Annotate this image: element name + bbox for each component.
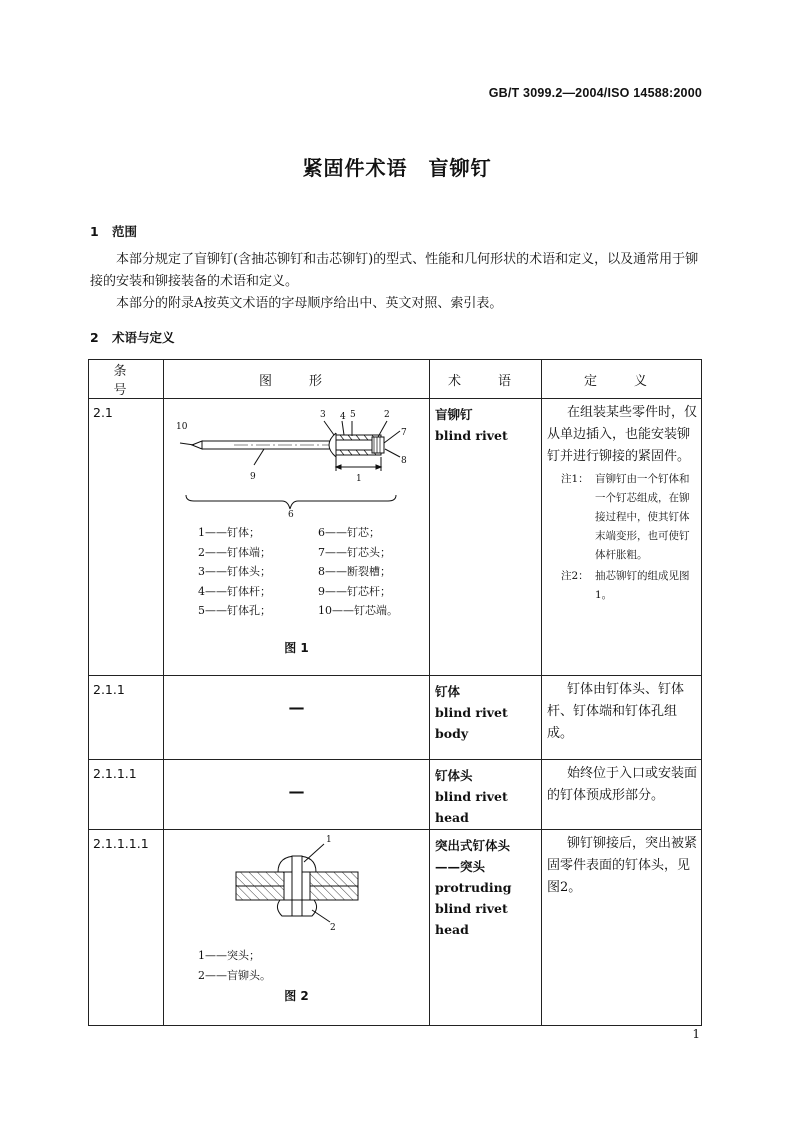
callout-label: 6: [288, 510, 294, 517]
term-cell: [430, 399, 542, 676]
table-header-row: [89, 360, 702, 399]
term-cell: [430, 760, 542, 830]
callout-label: 2: [330, 923, 336, 930]
column-header: 定 义: [542, 360, 702, 399]
column-header: 术 语: [430, 360, 542, 399]
term-english: blind rivet head: [435, 789, 508, 825]
term-chinese: 盲铆钉: [435, 407, 473, 422]
legend-item: 3——钉体头；: [198, 565, 271, 578]
clause-number: 2.1: [89, 399, 164, 676]
term-chinese: 突出式钉体头: [435, 838, 511, 853]
callout-label: 2: [384, 410, 390, 420]
note-text: 抽芯铆钉的组成见图1。: [595, 570, 690, 601]
callout-label: 8: [401, 456, 407, 466]
callout-label: 10: [176, 422, 188, 432]
page-title: 紧固件术语 盲铆钉: [302, 156, 492, 180]
legend-item: 2——钉体端；: [198, 545, 271, 559]
no-figure-dash: —: [288, 698, 305, 717]
definition-text: 铆钉铆接后，突出被紧固零件表面的钉体头，见图2。: [547, 836, 698, 895]
table-row: [89, 760, 702, 830]
table-row: [89, 830, 702, 1026]
protruding-head-drawing: [164, 830, 430, 930]
table-row: [89, 676, 702, 760]
section-1-heading: [90, 222, 137, 240]
definition-text: 始终位于入口或安装面的钉体预成形部分。: [547, 766, 698, 803]
figure-cell: [164, 676, 430, 760]
table-row: [89, 399, 702, 676]
legend-item: 8——断裂槽；: [318, 565, 391, 578]
callout-label: 9: [250, 472, 256, 482]
note: [547, 470, 697, 565]
callout-label: 4: [340, 412, 346, 422]
section-title: 范围: [112, 224, 138, 239]
section-title: 术语与定义: [112, 330, 175, 345]
figure-caption: 图 2: [284, 989, 309, 1003]
clause-number: 2.1.1.1: [89, 760, 164, 830]
definition-cell: [542, 676, 702, 760]
legend-item: 10——钉芯端。: [318, 604, 398, 617]
figure-cell: [164, 399, 430, 676]
definition-cell: [542, 760, 702, 830]
terms-table: [88, 359, 702, 1026]
callout-label: 7: [401, 428, 407, 438]
definition-text: 在组装某些零件时，仅从单边插入，也能安装铆钉并进行铆接的紧固件。: [547, 405, 698, 464]
note-text: 盲铆钉由一个钉体和一个钉芯组成，在铆接过程中，使其钉体末端变形，也可使钉体杆胀粗。: [595, 473, 690, 561]
legend-item: 5——钉体孔；: [198, 604, 271, 617]
figure-legend: [164, 517, 429, 621]
term-chinese: 钉体: [435, 684, 461, 699]
clause-number: 2.1.1: [89, 676, 164, 760]
no-figure-dash: —: [288, 782, 305, 801]
note-label: 注1：: [561, 473, 589, 485]
definition-text: 钉体由钉体头、钉体杆、钉体端和钉体孔组成。: [547, 682, 685, 741]
term-english: protruding blind rivet head: [435, 880, 512, 937]
term-cell: [430, 830, 542, 1026]
legend-item: 9——钉芯杆；: [318, 584, 391, 598]
figure-caption: 图 1: [284, 640, 309, 655]
section-number: 2: [90, 330, 99, 345]
term-chinese-short: ——突头: [435, 859, 486, 874]
figure-legend: [164, 930, 429, 985]
callout-label: 3: [320, 410, 326, 420]
term-chinese: 钉体头: [435, 768, 473, 783]
standard-number: GB/T 3099.2—2004/ISO 14588:2000: [488, 86, 702, 100]
callout-label: 1: [356, 474, 362, 484]
note-label: 注2：: [561, 570, 589, 582]
legend-item: 6——钉芯；: [318, 526, 380, 539]
blind-rivet-drawing: [164, 399, 430, 517]
section-2-heading: [90, 328, 175, 346]
figure-cell: [164, 760, 430, 830]
page-number: 1: [692, 1027, 700, 1041]
definition-cell: [542, 830, 702, 1026]
paragraph: 本部分的附录A按英文术语的字母顺序给出中、英文对照、索引表。: [116, 296, 503, 311]
column-header: 图 形: [164, 360, 430, 399]
callout-label: 1: [326, 835, 332, 845]
clause-number: 2.1.1.1.1: [89, 830, 164, 1026]
legend-item: 7——钉芯头；: [318, 545, 391, 559]
term-cell: [430, 676, 542, 760]
paragraph: 本部分规定了盲铆钉(含抽芯铆钉和击芯铆钉)的型式、性能和几何形状的术语和定义，以及通常用于铆接的安装和铆接装备的术语和定义。: [90, 252, 699, 289]
section-1-body: [90, 249, 702, 315]
column-header: 条 号: [89, 360, 164, 399]
legend-item: 1——钉体；: [198, 526, 260, 539]
legend-item: 1——突头；: [198, 949, 260, 962]
note: [547, 567, 697, 605]
legend-item: 4——钉体杆；: [198, 584, 271, 598]
term-english: blind rivet body: [435, 705, 508, 741]
legend-item: 2——盲铆头。: [198, 968, 271, 982]
figure-cell: [164, 830, 430, 1026]
callout-label: 5: [350, 410, 356, 420]
definition-cell: [542, 399, 702, 676]
term-english: blind rivet: [435, 428, 508, 443]
section-number: 1: [90, 224, 99, 239]
